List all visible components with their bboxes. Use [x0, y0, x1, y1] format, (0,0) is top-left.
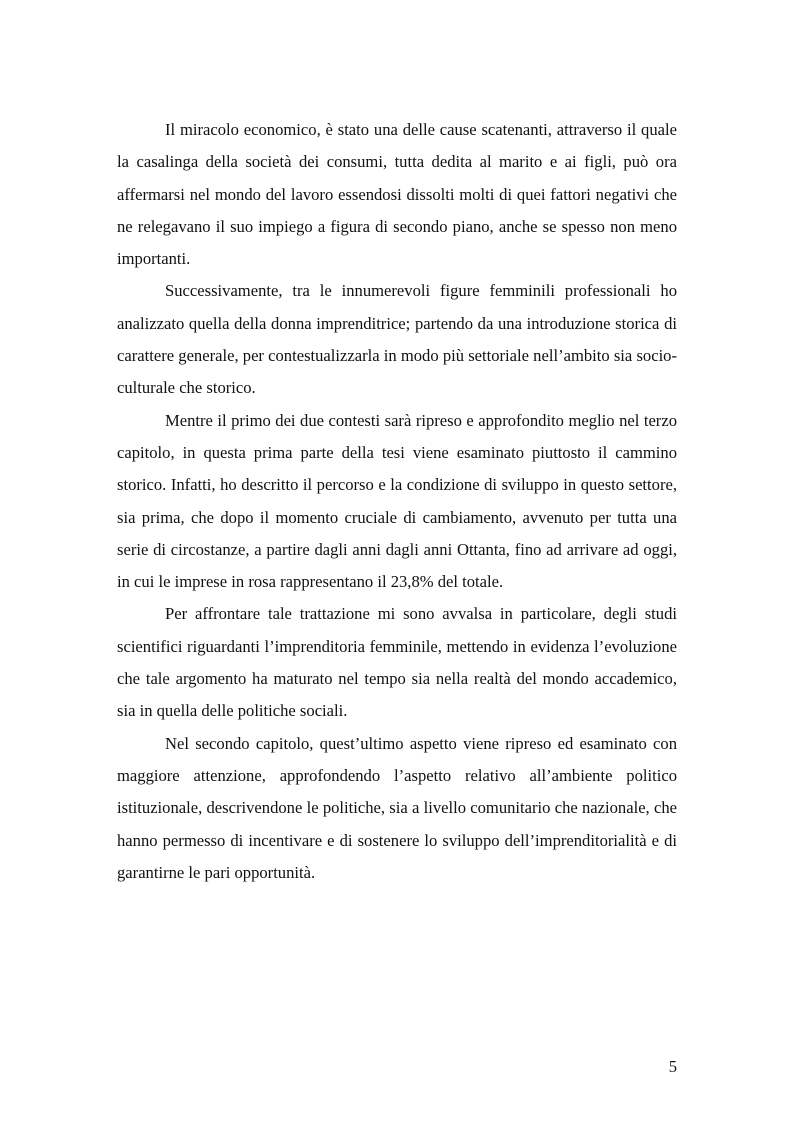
page-number: 5: [668, 1057, 677, 1076]
paragraph-1: Il miracolo economico, è stato una delle cause scatenanti, attraverso il quale la casalinga della società dei consumi, tutta dedita al marito e ai figli, può ora affermarsi nel mondo del lavoro essendosi dissolti molti di quei fattori negativi che ne relegavano il suo impiego a figura di secondo piano, anche se spesso non meno importanti.: [117, 120, 677, 269]
body-text: [117, 114, 677, 889]
paragraph-4: Per affrontare tale trattazione mi sono avvalsa in particolare, degli studi scientifici riguardanti l’imprenditoria femminile, mettendo in evidenza l’evoluzione che tale argomento ha maturato nel tempo sia nella realtà del mondo accademico, sia in quella delle politiche sociali.: [117, 604, 677, 721]
paragraph-5: Nel secondo capitolo, quest’ultimo aspetto viene ripreso ed esaminato con maggiore attenzione, approfondendo l’aspetto relativo all’ambiente politico istituzionale, descrivendone le politiche, sia a livello comunitario che nazionale, che hanno permesso di incentivare e di sostenere lo sviluppo dell’imprenditorialità e di garantirne le pari opportunità.: [117, 733, 677, 882]
paragraph-2: Successivamente, tra le innumerevoli figure femminili professionali ho analizzato quella della donna imprenditrice; partendo da una introduzione storica di carattere generale, per contestualizzarla in modo più settoriale nell’ambito sia socio-culturale che storico.: [117, 281, 677, 398]
paragraph-3: Mentre il primo dei due contesti sarà ripreso e approfondito meglio nel terzo capitolo, in questa prima parte della tesi viene esaminato piuttosto il cammino storico. Infatti, ho descritto il percorso e la condizione di sviluppo in questo settore, sia prima, che dopo il momento cruciale di cambiamento, avvenuto per tutta una serie di circostanze, a partire dagli anni dagli anni Ottanta, fino ad arrivare ad oggi, in cui le imprese in rosa rappresentano il 23,8% del totale.: [117, 410, 677, 592]
